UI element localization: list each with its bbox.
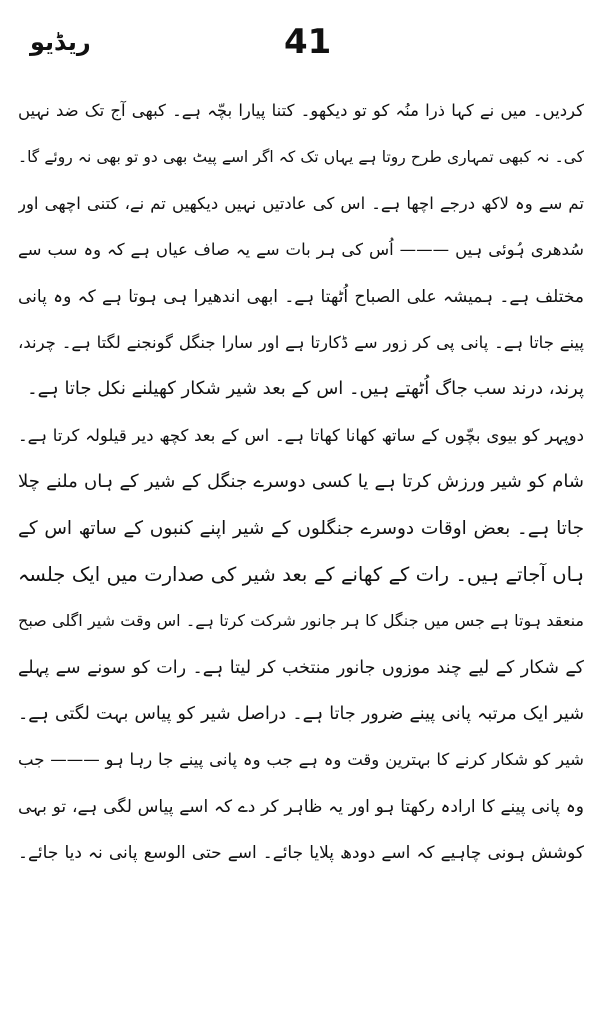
body-text: [18, 88, 584, 877]
text-line: پینے جاتا ہے۔ پانی پی کر زور سے ڈکارتا ہے اور سارا جنگل گونجنے لگتا ہے۔ چرند،: [18, 332, 584, 352]
text-line: مختلف ہے۔ ہمیشہ علی الصباح اُٹھتا ہے۔ ابھی اندھیرا ہی ہوتا ہے کہ وہ پانی: [18, 286, 584, 307]
text-line: شیر کو شکار کرنے کا بہترین وقت وہ ہے جب وہ پانی پینے جا رہا ہو ——— جب: [18, 750, 584, 770]
text-line: کوشش ہونی چاہیے کہ اسے دودھ پلایا جائے۔ اسے حتی الوسع پانی نہ دیا جائے۔: [18, 843, 584, 864]
text-line: وہ پانی پینے کا ارادہ رکھتا ہو اور یہ ظاہر کر دے کہ اسے پیاس لگی ہے، تو بہی: [18, 796, 584, 817]
text-line: دوپہر کو بیوی بچّوں کے ساتھ کھانا کھاتا ہے۔ اس کے بعد کچھ دیر قیلولہ کرتا ہے۔: [18, 425, 584, 445]
page-number: 41: [284, 22, 332, 62]
text-line: جاتا ہے۔ بعض اوقات دوسرے جنگلوں کے شیر اپنے کنبوں کے ساتھ اس کے: [18, 517, 584, 539]
text-line: پرند، درند سب جاگ اُٹھتے ہیں۔ اس کے بعد شیر شکار کھیلنے نکل جاتا ہے۔: [27, 378, 584, 400]
text-line: کے شکار کے لیے چند موزوں جانور منتخب کر لیتا ہے۔ رات کو سونے سے پہلے: [18, 657, 584, 678]
page-header: [0, 18, 600, 68]
text-line: ہاں آجاتے ہیں۔ رات کے کھانے کے بعد شیر کی صدارت میں ایک جلسہ: [18, 562, 584, 586]
text-line: کی۔ نہ کبھی تمہاری طرح روتا ہے یہاں تک کہ اگر اسے پیٹ بھی دو تو بھی نہ روئے گا۔: [18, 148, 584, 167]
text-line: شیر ایک مرتبہ پانی پینے ضرور جاتا ہے۔ دراصل شیر کو پیاس بہت لگتی ہے۔: [18, 704, 584, 725]
text-line: تم سے وہ لاکھ درجے اچھا ہے۔ اس کی عادتیں نہیں دیکھیں تم نے، کتنی اچھی اور: [18, 193, 584, 213]
running-head: ریڈیو: [30, 28, 91, 56]
text-line: سُدھری ہُوئی ہیں ——— اُس کی ہر بات سے یہ صاف عیاں ہے کہ وہ سب سے: [18, 240, 584, 260]
text-line: شام کو شیر ورزش کرتا ہے یا کسی دوسرے جنگل کے شیر کے ہاں ملنے چلا: [18, 471, 584, 493]
text-line: کردیں۔ میں نے کہا ذرا منُہ کو تو دیکھو۔ کتنا پیارا بچّہ ہے۔ کبھی آج تک ضد نہیں: [18, 101, 584, 120]
text-line: منعقد ہوتا ہے جس میں جنگل کا ہر جانور شرکت کرتا ہے۔ اس وقت شیر اگلی صبح: [18, 611, 584, 631]
